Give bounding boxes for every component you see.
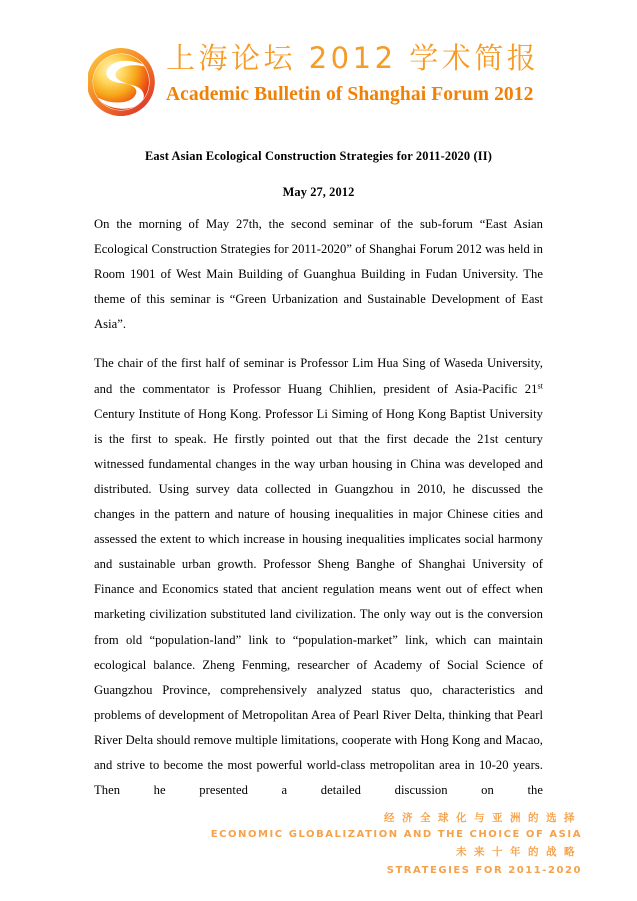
masthead (0, 38, 637, 126)
bulletin-title-english: Academic Bulletin of Shanghai Forum 2012 (166, 84, 534, 105)
footer-slogan-chinese-1: 经济全球化与亚洲的选择 (384, 812, 582, 824)
article-date: May 27, 2012 (282, 185, 355, 199)
footer-slogan-english-2: STRATEGIES FOR 2011-2020 (386, 865, 582, 876)
masthead-text (166, 38, 566, 108)
ordinal-superscript: st (537, 381, 543, 391)
paragraph-1: On the morning of May 27th, the second seminar of the sub-forum “East Asian Ecological Construction Strategies for 2011-2020” of Shanghai Forum 2012 was held in Room 1901 of West Main Building of Guanghua Building in Fudan University. The theme of this seminar is “Green Urbanization and Sustainable Development of East Asia”. (94, 217, 543, 332)
footer-slogan-chinese-2: 未来十年的战略 (456, 846, 582, 858)
article-title-text: East Asian Ecological Construction Strategies for 2011-2020 (II) (144, 149, 492, 163)
bulletin-title-chinese: 上海论坛 2012 学术简报 (166, 41, 540, 75)
paragraph-2-part-b: Century Institute of Hong Kong. Professor Li Siming of Hong Kong Baptist University is the first to speak. He firstly pointed out that the first decade the 21st century witnessed fundamental changes in the way urban housing in China was developed and distributed. Using survey data collected in Guangzhou in 2010, he discussed the changes in the pattern and nature of housing inequalities in major Chinese cities and assessed the extent to which increase in housing inequalities implicates social harmony and sustainable urban growth. Professor Sheng Banghe of Shanghai University of Finance and Economics stated that ancient regulation means went out of effect when marketing civilization substituted land civilization. The only way out is the conversion from old “population-land” link to “population-market” link, which can maintain ecological balance. Zheng Fenming, researcher of Academy of Social Science of Guangzhou Province, comprehensively analyzed status quo, characteristics and problems of development of Metropolitan Area of Pearl River Delta, thinking that Pearl River Delta should remove multiple limitations, cooperate with Hong Kong and Macao, and strive to become the most powerful world-class metropolitan area in 10-20 years. Then he presented a detailed discussion on the (94, 406, 543, 798)
paragraph-2-part-a: The chair of the first half of seminar is Professor Lim Hua Sing of Waseda University, and the commentator is Professor Huang Chihlien, president of Asia-Pacific 21 (94, 356, 543, 396)
paragraph-2 (94, 351, 543, 828)
page-footer (0, 810, 637, 879)
article-title (0, 148, 637, 164)
article-body (94, 212, 543, 842)
footer-slogan-english-1: ECONOMIC GLOBALIZATION AND THE CHOICE OF ASIA (210, 829, 582, 840)
shanghai-forum-s-logo-icon (88, 44, 156, 118)
